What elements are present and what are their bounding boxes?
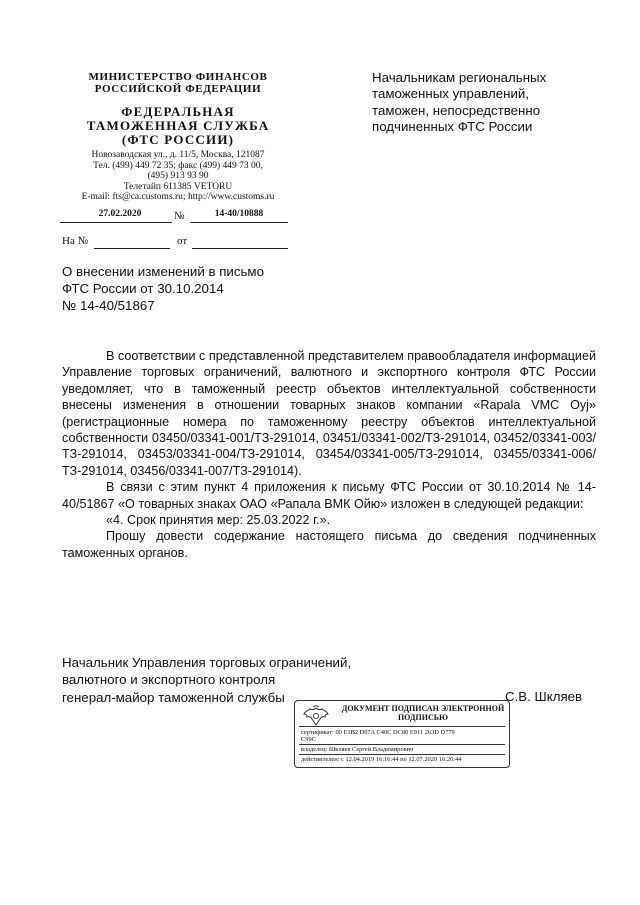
stamp-title-line: ДОКУМЕНТ ПОДПИСАН ЭЛЕКТРОННОЙ — [341, 704, 505, 713]
registration-number-sign: № — [174, 210, 185, 222]
service-name — [52, 105, 304, 147]
reference-date-label: от — [177, 235, 188, 247]
stamp-divider — [299, 744, 505, 745]
recipient-line: Начальникам региональных — [372, 70, 547, 85]
phone-line: (495) 913 93 90 — [147, 171, 209, 181]
phone-line: Тел. (499) 449 72 35; факс (499) 449 73 00, — [93, 160, 263, 171]
reference-number-label: На № — [62, 235, 89, 247]
subject-line: № 14-40/51867 — [62, 298, 155, 313]
contact-block — [52, 150, 304, 203]
service-line: ФЕДЕРАЛЬНАЯ — [121, 104, 235, 119]
double-headed-eagle-emblem-icon — [301, 705, 331, 727]
subject-block — [62, 263, 322, 314]
stamp-title-line: ПОДПИСЬЮ — [397, 713, 449, 722]
reference-date-field — [192, 248, 288, 249]
stamp-certificate: сертификат: 00 E1B2 D97A C40C DC80 E911 263D D779 — [301, 729, 455, 736]
email-line: E-mail: fts@ca.customs.ru; http://www.customs.ru — [81, 192, 275, 202]
service-line: ТАМОЖЕННАЯ СЛУЖБА — [86, 118, 270, 133]
stamp-divider — [299, 754, 505, 755]
teletype-line: Телетайп 611385 VETORU — [123, 181, 233, 192]
recipient-line: таможенных управлений, — [372, 86, 530, 102]
body-paragraph: Прошу довести содержание настоящего письма до сведения подчиненных таможенных органов. — [62, 529, 596, 560]
body-paragraph: В связи с этим пункт 4 приложения к письму ФТС России от 30.10.2014 № 14-40/51867 «О товарных знаках ОАО «Рапала ВМК Ойю» изложен в следующей редакции: — [62, 480, 596, 511]
number-underline — [190, 222, 288, 223]
address-line: Новозаводская ул., д. 11/5, Москва, 121087 — [91, 150, 265, 160]
reference-number-field — [94, 248, 170, 249]
registration-date: 27.02.2020 — [98, 209, 142, 219]
signer-position-line: Начальник Управления торговых ограничений, — [62, 655, 352, 670]
service-line: (ФТС РОССИИ) — [121, 132, 235, 147]
stamp-owner: владелец: Шкляев Сергей Владимирович — [301, 746, 414, 753]
signer-name: С.В. Шкляев — [505, 689, 583, 704]
signer-position-line: валютного и экспортного контроля — [62, 672, 276, 688]
signer-position-line: генерал-майор таможенной службы — [62, 689, 285, 705]
ministry-line: МИНИСТЕРСТВО ФИНАНСОВ — [88, 71, 268, 83]
body-paragraph-item: «4. Срок принятия мер: 25.03.2022 г.». — [106, 513, 331, 528]
letter-body — [62, 348, 596, 561]
stamp-title — [337, 704, 509, 722]
signer-position — [62, 654, 382, 706]
ministry-line: РОССИЙСКОЙ ФЕДЕРАЦИИ — [94, 83, 262, 95]
body-paragraph: В соответствии с представленной представителем правообладателя информацией Управление торговых ограничений, валютного и экспортного контроля ФТС России уведомляет, что в таможенный реестр объектов интеллектуальной собственности внесены изменения в отношении товарных знаков компании «Rapala VMC Oyj» (регистрационные номера по таможенному реестру объектов интеллектуальной собственности 03450/03341-001/ТЗ-291014, 03451/03341-002/ТЗ-291014, 03452/03341-003/ТЗ-291014, 03453/03341-004/ТЗ-291014, 03454/03341-005/ТЗ-291014, 03455/03341-006/ТЗ-291014, 03456/03341-007/ТЗ-291014). — [62, 349, 596, 478]
registration-number: 14-40/10888 — [214, 209, 264, 219]
e-signature-stamp — [294, 700, 510, 768]
recipient-block — [372, 70, 612, 136]
stamp-divider — [299, 726, 505, 727]
subject-line: ФТС России от 30.10.2014 — [62, 281, 224, 296]
subject-line: О внесении изменений в письмо — [62, 264, 264, 279]
date-underline — [60, 222, 172, 223]
ministry-name — [52, 71, 304, 95]
stamp-validity: действителен: с 12.04.2019 16:16:44 по 12.07.2020 16:26:44 — [301, 756, 462, 763]
recipient-line: подчиненных ФТС России — [372, 119, 533, 135]
recipient-line: таможен, непосредственно — [372, 102, 541, 118]
stamp-certificate-continued: C99C — [301, 736, 316, 743]
